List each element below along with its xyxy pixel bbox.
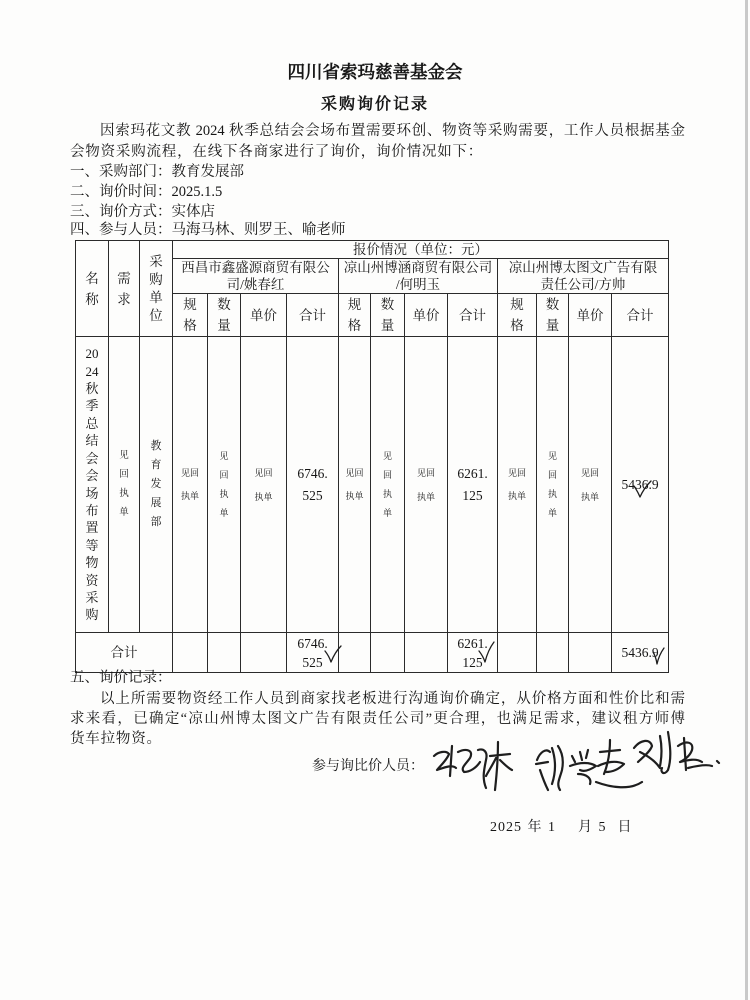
- empty-cell: [371, 633, 405, 673]
- empty-cell: [208, 633, 241, 673]
- vendor-3-total-value: 5436.9: [621, 477, 659, 492]
- vendor-1-summary-value: 6746.525: [297, 635, 328, 670]
- info-method: [70, 202, 215, 222]
- org-title: 四川省索玛慈善基金会: [287, 62, 463, 82]
- header-unit-cell: [140, 241, 173, 337]
- info-department: [70, 162, 244, 182]
- header-name-cell: [76, 241, 109, 337]
- item-name-cell: [76, 337, 109, 633]
- record-line-2: 求来看，已确定“凉山州博太图文广告有限责任公司”更合理，也满足需求，建议租方师傅: [70, 711, 685, 727]
- vendor-2-qty: [371, 337, 405, 633]
- spec-header-label: 规格: [183, 297, 197, 333]
- info-time-label: 二、询价时间：: [70, 184, 172, 200]
- info-time: [70, 182, 222, 202]
- vendor-2-total: [448, 337, 498, 633]
- header-unit: 采购单位: [149, 253, 163, 323]
- vendor-2-price: [405, 337, 448, 633]
- table-row: [76, 337, 669, 633]
- vendor-1-qty-value: 见回执单: [219, 450, 229, 518]
- empty-cell: [537, 633, 569, 673]
- empty-cell: [173, 633, 208, 673]
- vendor-3-spec: [498, 337, 537, 633]
- vendor-3-price: [569, 337, 612, 633]
- vendor-1-price-header: 单价: [241, 294, 287, 337]
- info-participants-label: 四、参与人员：: [70, 222, 172, 238]
- vendor-1-summary-total: [287, 633, 339, 673]
- qty-header-label: 数量: [380, 297, 395, 333]
- vendor-1-spec-header: [173, 294, 208, 337]
- empty-cell: [339, 633, 371, 673]
- vendor-2-name-line-1: 凉山州博涵商贸有限公司: [343, 260, 493, 275]
- vendor-3-spec-value: 见回执单: [507, 467, 526, 501]
- record-heading: 五、询价记录：: [70, 670, 172, 686]
- header-row-1: [76, 241, 669, 259]
- info-participants: [70, 220, 346, 240]
- vendor-2-summary-total: [448, 633, 498, 673]
- vendor-2-spec-value: 见回执单: [345, 467, 364, 501]
- vendor-3-name-line-2: 责任公司/方帅: [540, 277, 626, 292]
- participants-label: 参与询比价人员：: [312, 759, 424, 774]
- intro-line-1: 因索玛花文教 2024 秋季总结会会场布置需要环创、物资等采购需要，工作人员根据基金: [100, 123, 685, 139]
- vendor-2-spec: [339, 337, 371, 633]
- vendor-3-spec-header: [498, 294, 537, 337]
- record-line-3: 货车拉物资。: [70, 731, 162, 747]
- intro-line-2: 会物资采购流程，在线下各商家进行了询价，询价情况如下：: [70, 144, 484, 160]
- vendor-2-summary-value: 6261.125: [457, 635, 488, 670]
- vendor-1-header: [173, 259, 339, 294]
- vendor-2-total-value: 6261.125: [457, 465, 488, 503]
- vendor-2-name-line-2: /何明玉: [395, 277, 441, 292]
- header-name: 名称: [85, 270, 99, 307]
- vendor-3-summary-value: 5436.9: [621, 645, 659, 660]
- signature-3: [634, 732, 719, 773]
- spec-header-label: 规格: [510, 297, 524, 333]
- info-time-value: 2025.1.5: [171, 184, 223, 200]
- item-demand: 见回执单: [119, 450, 129, 518]
- vendor-3-qty-value: 见回执单: [547, 450, 557, 518]
- vendor-1-qty: [208, 337, 241, 633]
- doc-title: 采购询价记录: [320, 96, 429, 113]
- vendor-2-header: [339, 259, 498, 294]
- vendor-1-total-header: 合计: [287, 294, 339, 337]
- signature-2: [536, 740, 642, 790]
- spec-header-label: 规格: [347, 297, 362, 333]
- vendor-1-total-value: 6746.525: [297, 465, 328, 503]
- item-unit: 教育发展部: [150, 440, 162, 528]
- vendor-1-name-line-2: 司/姚春红: [226, 277, 285, 292]
- vendor-1-total: [287, 337, 339, 633]
- vendor-2-total-header: 合计: [448, 294, 498, 337]
- quote-table: [75, 240, 669, 673]
- vendor-2-qty-value: 见回执单: [382, 450, 392, 518]
- vendor-1-spec-value: 见回执单: [180, 467, 199, 501]
- vendor-2-qty-header: [371, 294, 405, 337]
- vendor-3-total-header: 合计: [612, 294, 669, 337]
- vendor-2-price-header: 单价: [405, 294, 448, 337]
- vendor-3-price-header: 单价: [569, 294, 612, 337]
- empty-cell: [241, 633, 287, 673]
- summary-label: 合计: [76, 633, 173, 673]
- sign-date: 2025 年 1 月 5 日: [490, 820, 633, 835]
- signature-1: [434, 742, 512, 790]
- info-method-value: 实体店: [171, 204, 215, 220]
- info-participants-value: 马海马林、则罗王、喻老师: [171, 222, 346, 238]
- vendor-1-qty-header: [208, 294, 241, 337]
- vendor-3-name-line-1: 凉山州博太图文广告有限: [508, 260, 658, 275]
- header-demand-cell: [109, 241, 140, 337]
- vendor-1-price: [241, 337, 287, 633]
- vendor-1-name-line-1: 西昌市鑫盛源商贸有限公: [181, 260, 330, 275]
- vendor-1-price-value: 见回执单: [254, 467, 273, 502]
- qty-header-label: 数量: [217, 297, 231, 333]
- qty-header-label: 数量: [545, 297, 560, 333]
- empty-cell: [569, 633, 612, 673]
- vendor-3-total: [612, 337, 669, 633]
- vendor-2-price-value: 见回执单: [416, 467, 435, 502]
- vendor-3-qty: [537, 337, 569, 633]
- vendor-3-header: [498, 259, 669, 294]
- info-method-label: 三、询价方式：: [70, 204, 172, 220]
- header-demand: 需求: [117, 270, 131, 307]
- vendor-3-qty-header: [537, 294, 569, 337]
- item-demand-cell: [109, 337, 140, 633]
- vendor-1-spec: [173, 337, 208, 633]
- empty-cell: [405, 633, 448, 673]
- scan-edge: [745, 0, 748, 1000]
- item-unit-cell: [140, 337, 173, 633]
- empty-cell: [498, 633, 537, 673]
- vendor-3-price-value: 见回执单: [580, 467, 599, 502]
- info-department-label: 一、采购部门：: [70, 164, 172, 180]
- summary-row: [76, 633, 669, 673]
- info-department-value: 教育发展部: [171, 164, 244, 180]
- vendor-3-summary-total: [612, 633, 669, 673]
- vendor-2-spec-header: [339, 294, 371, 337]
- record-line-1: 以上所需要物资经工作人员到商家找老板进行沟通询价确定，从价格方面和性价比和需: [100, 691, 685, 707]
- header-quote-group: 报价情况（单位：元）: [173, 241, 669, 259]
- item-name: 2024秋季总结会会场布置等物资采购: [85, 346, 99, 623]
